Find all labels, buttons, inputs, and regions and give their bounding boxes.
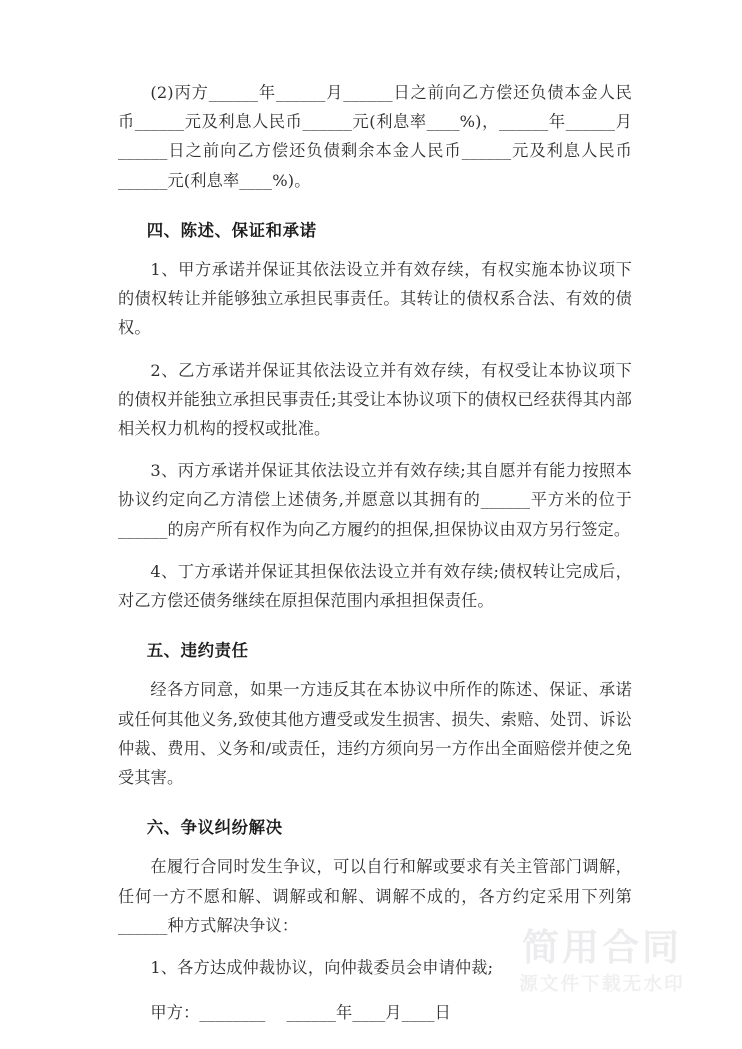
document-text-body — [118, 78, 632, 1027]
section-four-item-1: 1、甲方承诺并保证其依法设立并有效存续，有权实施本协议项下的债权转让并能够独立承担民事责任。其转让的债权系合法、有效的债权。 — [118, 260, 632, 338]
signature-line-party-a: 甲方：________ ______年____月____日 — [150, 1003, 451, 1023]
watermark-tagline-text: 源文件下载无水印 — [519, 974, 685, 995]
section-four-item-4: 4、丁方承诺并保证其担保依法设立并有效存续;债权转让完成后，对乙方偿还债务继续在原担保范围内承担担保责任。 — [118, 561, 632, 611]
section-five-body: 经各方同意，如果一方违反其在本协议中所作的陈述、保证、承诺或任何其他义务,致使其他方遭受或发生损害、损失、索赔、处罚、诉讼仲裁、费用、义务和/或责任，违约方须向另一方作出全面赔偿并使之免受其害。 — [118, 680, 632, 788]
section-four-item-2: 2、乙方承诺并保证其依法设立并有效存续，有权受让本协议项下的债权并能独立承担民事责任;其受让本协议项下的债权已经获得其内部相关权力机构的授权或批准。 — [118, 360, 632, 439]
clause-2-repayment-schedule: (2)丙方______年______月______日之前向乙方偿还负债本金人民币______元及利息人民币______元(利息率____%)，______年______月______日之前向乙方偿还负债剩余本金人民币______元及利息人民币______元(利息率____%)。 — [118, 83, 632, 190]
section-six-item-1: 1、各方达成仲裁协议，向仲裁委员会申请仲裁; — [150, 958, 494, 978]
section-four-item-3: 3、丙方承诺并保证其依法设立并有效存续;其自愿并有能力按照本协议约定向乙方清偿上述债务,并愿意以其拥有的______平方米的位于______的房产所有权作为向乙方履约的担保,担保协议由双方另行签定。 — [118, 461, 632, 539]
heading-section-five: 五、违约责任 — [146, 641, 249, 661]
watermark-brand-text: 简用合同 — [522, 926, 682, 969]
section-six-body: 在履行合同时发生争议，可以自行和解或要求有关主管部门调解，任何一方不愿和解、调解或和解、调解不成的，各方约定采用下列第______种方式解决争议： — [118, 857, 632, 935]
heading-section-six: 六、争议纠纷解决 — [146, 818, 283, 838]
heading-section-four: 四、陈述、保证和承诺 — [146, 220, 317, 240]
